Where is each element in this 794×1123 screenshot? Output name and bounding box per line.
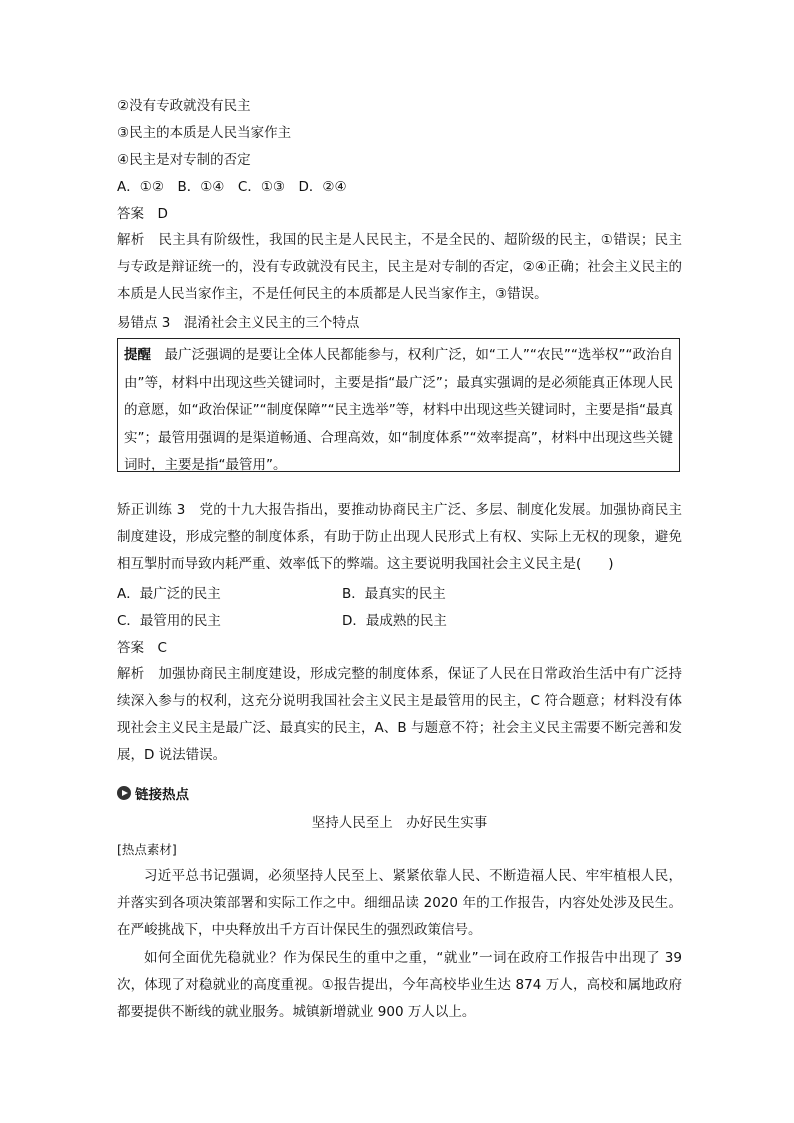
tip-text: 最广泛强调的是要让全体人民都能参与，权利广泛，如“工人”“农民”“选举权”“政治自由”等，材料中出现这些关键词时，主要是指“最广泛”；最真实强调的是必须能真正体现人民的意愿，如“政治保证”“制度保障”“民主选举”等，材料中出现这些关键词时，主要是指“最真实”；最管用强调的是渠道畅通、合理高效，如“制度体系”“效率提高”，材料中出现这些关键词时，主要是指“最管用”。 <box>124 347 673 473</box>
tip-label: 提醒 <box>124 347 152 363</box>
exercise-option-c: C．最管用的民主 <box>117 613 221 629</box>
exercise-option-a: A．最广泛的民主 <box>117 586 221 602</box>
hot-paragraph-1: 习近平总书记强调，必须坚持人民至上、紧紧依靠人民、不断造福人民、牢牢植根人民，并落实到各项决策部署和实际工作之中。细细品读 2020 年的工作报告，内容处处涉及民生。在严峻挑战下，中央释放出千方百计保民生的强烈政策信号。 <box>117 868 682 938</box>
tip-paragraph <box>124 342 673 480</box>
hot-paragraph-2: 如何全面优先稳就业？作为保民生的重中之重，“就业”一词在政府工作报告中出现了 39 次，体现了对稳就业的高度重视。①报告提出，今年高校毕业生达 874 万人，高校和属地政府都要提供不断线的就业服务。城镇新增就业 900 万人以上。 <box>117 950 682 1020</box>
analysis-1: 解析 民主具有阶级性，我国的民主是人民民主，不是全民的、超阶级的民主，①错误；民主与专政是辩证统一的，没有专政就没有民主，民主是对专制的否定，②④正确；社会主义民主的本质是人民当家作主，不是任何民主的本质都是人民当家作主，③错误。 <box>117 232 682 302</box>
option-2: ②没有专政就没有民主 <box>117 98 251 114</box>
answer-2: 答案 C <box>117 640 167 656</box>
hot-title: 坚持人民至上 办好民生实事 <box>311 815 488 831</box>
exercise-option-b: B．最真实的民主 <box>342 586 446 602</box>
choices-line: A．①② B．①④ C．①③ D．②④ <box>117 179 347 195</box>
hot-heading <box>117 783 189 803</box>
hot-heading-label: 链接热点 <box>135 787 189 803</box>
error-point-heading: 易错点 3 混淆社会主义民主的三个特点 <box>117 315 360 331</box>
option-4: ④民主是对专制的否定 <box>117 152 251 168</box>
material-label: [热点素材] <box>117 842 177 857</box>
exercise-option-d: D．最成熟的民主 <box>342 613 447 629</box>
analysis-2: 解析 加强协商民主制度建设，形成完整的制度体系，保证了人民在日常政治生活中有广泛持续深入参与的权利，这充分说明我国社会主义民主是最管用的民主，C 符合题意；材料没有体现社会主义民主是最广泛、最真实的民主，A、B 与题意不符；社会主义民主需要不断完善和发展，D 说法错误。 <box>117 666 682 763</box>
play-circle-icon <box>117 786 131 800</box>
tip-box <box>117 338 680 472</box>
option-3: ③民主的本质是人民当家作主 <box>117 125 292 141</box>
answer-1: 答案 D <box>117 206 168 222</box>
exercise-text: 矫正训练 3 党的十九大报告指出，要推动协商民主广泛、多层、制度化发展。加强协商民主制度建设，形成完整的制度体系，有助于防止出现人民形式上有权、实际上无权的现象，避免相互掣肘而导致内耗严重、效率低下的弊端。这主要说明我国社会主义民主是( ) <box>117 502 682 572</box>
